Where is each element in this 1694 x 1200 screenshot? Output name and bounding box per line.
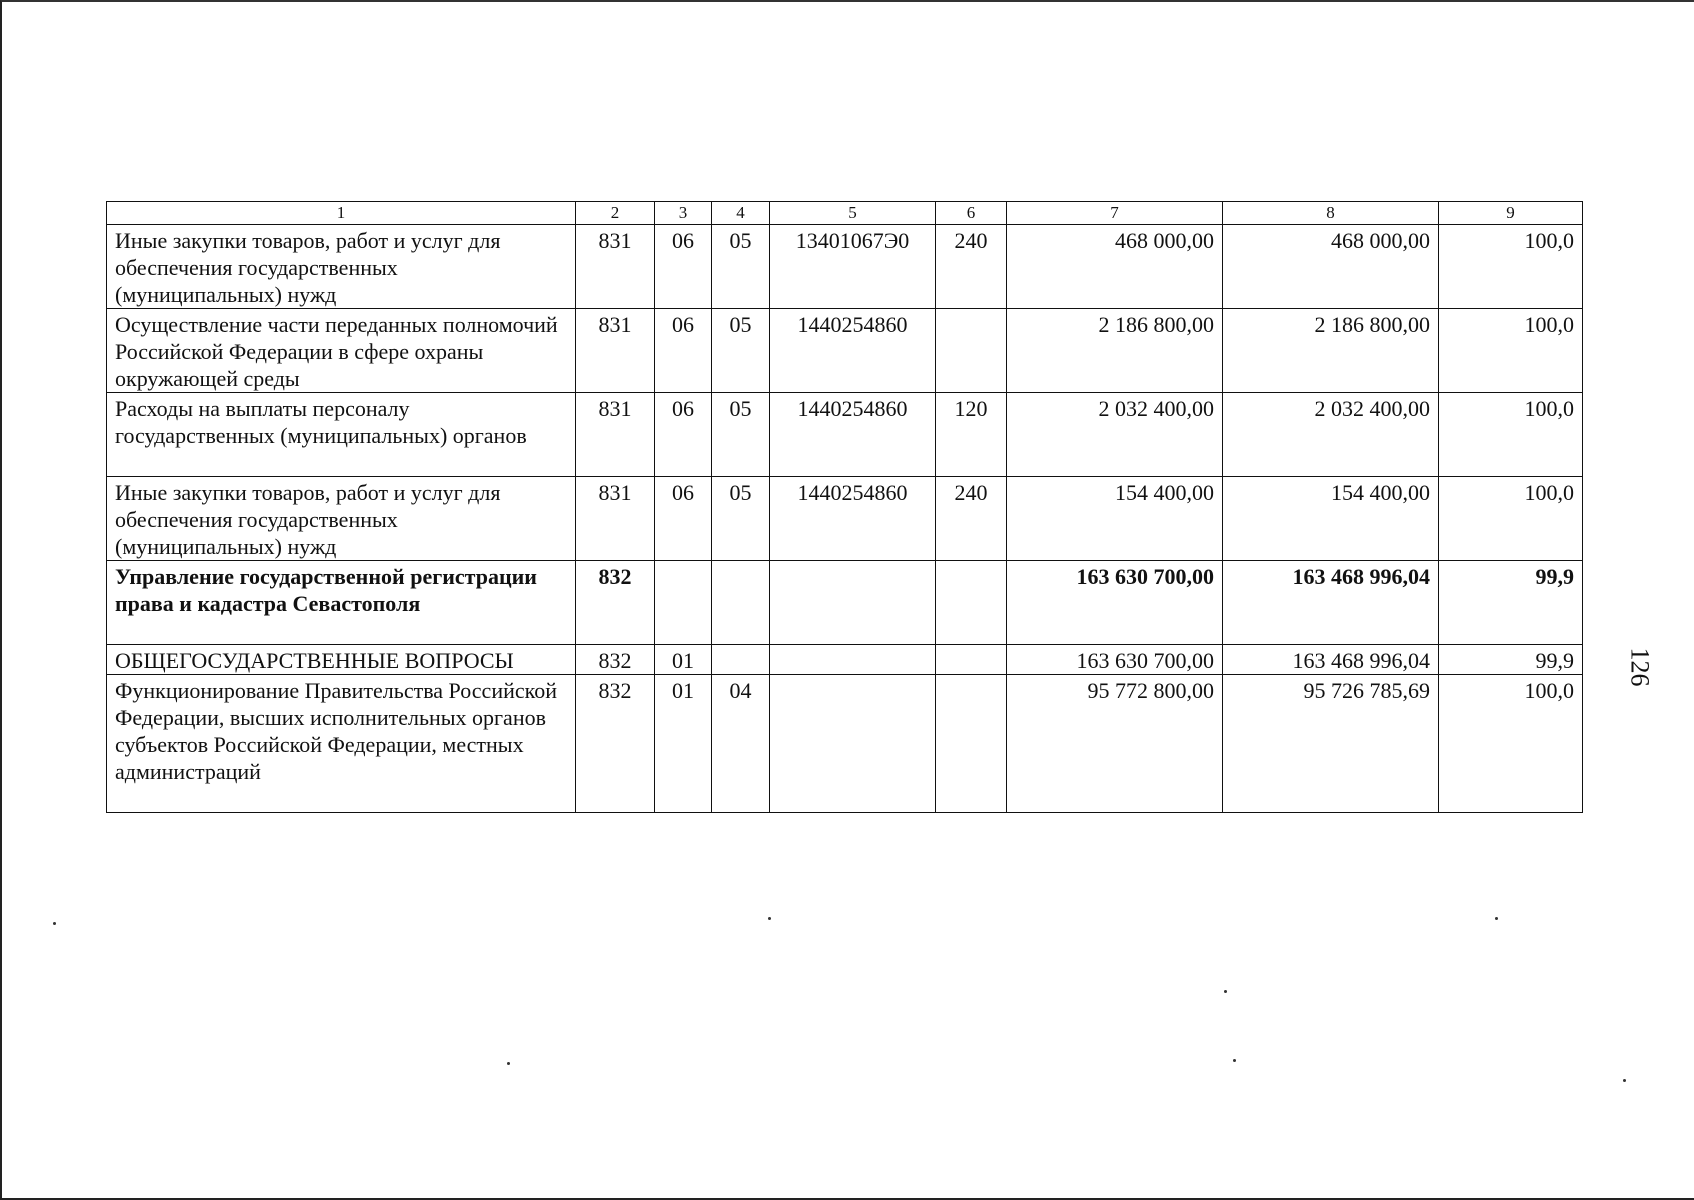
planned-amount: 163 630 700,00	[1007, 645, 1223, 675]
column-number: 7	[1007, 202, 1223, 225]
executed-amount: 163 468 996,04	[1223, 561, 1439, 645]
executed-amount: 468 000,00	[1223, 225, 1439, 309]
subsection-code: 05	[712, 225, 770, 309]
execution-percent: 100,0	[1439, 477, 1583, 561]
department-code: 831	[576, 309, 655, 393]
expense-name: Функционирование Правительства Российской Федерации, высших исполнительных органов субъектов Российской Федерации, местных администраций	[107, 675, 576, 813]
planned-amount: 468 000,00	[1007, 225, 1223, 309]
planned-amount: 2 186 800,00	[1007, 309, 1223, 393]
table-row	[107, 675, 1583, 813]
expense-name: ОБЩЕГОСУДАРСТВЕННЫЕ ВОПРОСЫ	[107, 645, 576, 675]
column-number-row	[107, 202, 1583, 225]
expense-type-code	[936, 309, 1007, 393]
target-article-code: 1440254860	[770, 477, 936, 561]
execution-percent: 99,9	[1439, 645, 1583, 675]
scan-speck	[507, 1062, 510, 1065]
section-code: 06	[655, 309, 712, 393]
expense-name: Расходы на выплаты персоналу государственных (муниципальных) органов	[107, 393, 576, 477]
table-row	[107, 645, 1583, 675]
subsection-code: 05	[712, 309, 770, 393]
scan-speck	[1623, 1079, 1626, 1082]
department-code: 832	[576, 675, 655, 813]
expense-type-code	[936, 675, 1007, 813]
column-number: 2	[576, 202, 655, 225]
planned-amount: 95 772 800,00	[1007, 675, 1223, 813]
scan-speck	[1495, 917, 1498, 920]
planned-amount: 2 032 400,00	[1007, 393, 1223, 477]
table-row	[107, 225, 1583, 309]
subsection-code	[712, 561, 770, 645]
table-row	[107, 309, 1583, 393]
executed-amount: 163 468 996,04	[1223, 645, 1439, 675]
column-number: 4	[712, 202, 770, 225]
budget-table	[106, 201, 1583, 813]
scan-speck	[53, 922, 56, 925]
executed-amount: 154 400,00	[1223, 477, 1439, 561]
subsection-code: 05	[712, 393, 770, 477]
execution-percent: 100,0	[1439, 675, 1583, 813]
execution-percent: 99,9	[1439, 561, 1583, 645]
department-code: 832	[576, 561, 655, 645]
section-code: 01	[655, 675, 712, 813]
execution-percent: 100,0	[1439, 225, 1583, 309]
planned-amount: 163 630 700,00	[1007, 561, 1223, 645]
column-number: 1	[107, 202, 576, 225]
execution-percent: 100,0	[1439, 309, 1583, 393]
page-number: 126	[1625, 647, 1655, 687]
scan-speck	[768, 917, 771, 920]
target-article-code: 13401067Э0	[770, 225, 936, 309]
expense-type-code: 240	[936, 225, 1007, 309]
target-article-code	[770, 645, 936, 675]
section-code: 06	[655, 393, 712, 477]
table-row	[107, 477, 1583, 561]
subsection-code	[712, 645, 770, 675]
table-row	[107, 561, 1583, 645]
execution-percent: 100,0	[1439, 393, 1583, 477]
planned-amount: 154 400,00	[1007, 477, 1223, 561]
expense-type-code	[936, 561, 1007, 645]
target-article-code: 1440254860	[770, 309, 936, 393]
expense-type-code: 240	[936, 477, 1007, 561]
column-number: 5	[770, 202, 936, 225]
subsection-code: 05	[712, 477, 770, 561]
target-article-code	[770, 675, 936, 813]
column-number: 8	[1223, 202, 1439, 225]
scan-speck	[1233, 1059, 1236, 1062]
column-number: 3	[655, 202, 712, 225]
column-number: 9	[1439, 202, 1583, 225]
executed-amount: 2 032 400,00	[1223, 393, 1439, 477]
subsection-code: 04	[712, 675, 770, 813]
section-code: 06	[655, 477, 712, 561]
department-code: 831	[576, 477, 655, 561]
expense-name: Иные закупки товаров, работ и услуг для обеспечения государственных (муниципальных) нужд	[107, 477, 576, 561]
executed-amount: 2 186 800,00	[1223, 309, 1439, 393]
executed-amount: 95 726 785,69	[1223, 675, 1439, 813]
target-article-code: 1440254860	[770, 393, 936, 477]
expense-name: Иные закупки товаров, работ и услуг для обеспечения государственных (муниципальных) нужд	[107, 225, 576, 309]
table-row	[107, 393, 1583, 477]
section-code: 01	[655, 645, 712, 675]
expense-name: Осуществление части переданных полномочий Российской Федерации в сфере охраны окружающей среды	[107, 309, 576, 393]
section-code	[655, 561, 712, 645]
column-number: 6	[936, 202, 1007, 225]
expense-name: Управление государственной регистрации права и кадастра Севастополя	[107, 561, 576, 645]
scan-speck	[1224, 990, 1227, 993]
section-code: 06	[655, 225, 712, 309]
expense-type-code	[936, 645, 1007, 675]
department-code: 832	[576, 645, 655, 675]
department-code: 831	[576, 225, 655, 309]
expense-type-code: 120	[936, 393, 1007, 477]
target-article-code	[770, 561, 936, 645]
department-code: 831	[576, 393, 655, 477]
